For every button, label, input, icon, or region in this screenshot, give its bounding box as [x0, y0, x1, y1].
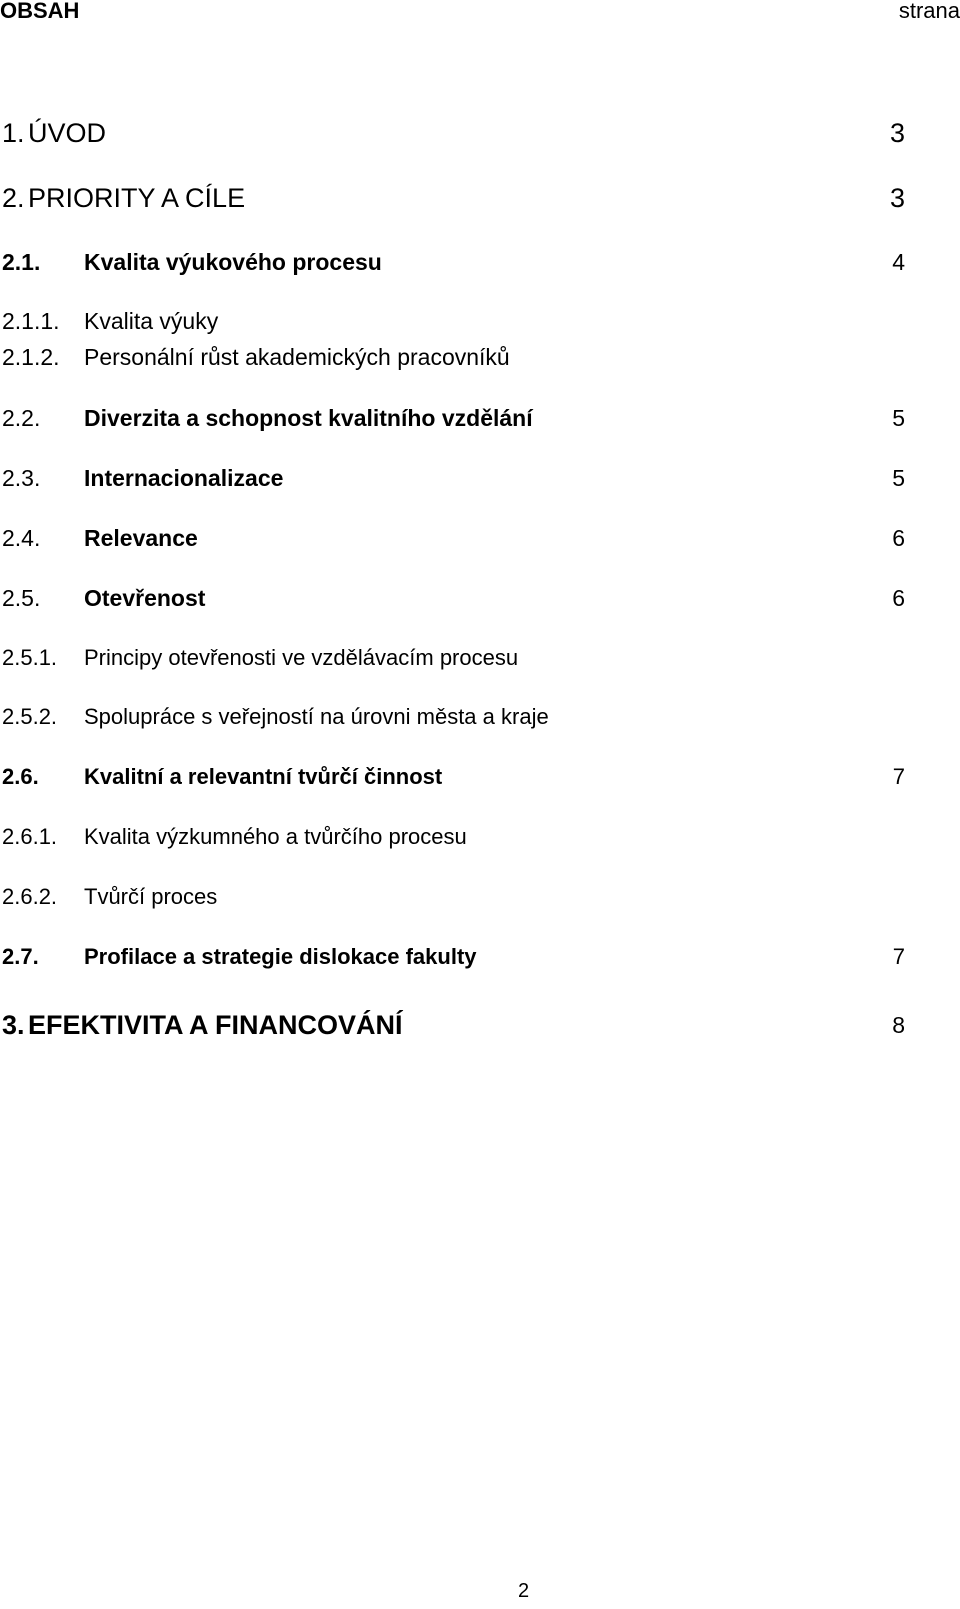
- page-header: [0, 0, 960, 26]
- toc-entry-2-5-2[interactable]: [0, 703, 905, 735]
- page-number: 2: [517, 1580, 530, 1602]
- page-column-label: strana: [898, 0, 960, 23]
- toc-title: EFEKTIVITA A FINANCOVÁNÍ: [28, 1010, 403, 1040]
- toc-page-number: 5: [892, 465, 905, 491]
- toc-entry-2-6-1[interactable]: [0, 823, 905, 855]
- toc-page-number: 8: [892, 1012, 905, 1038]
- toc-page-number: 5: [892, 405, 905, 431]
- toc-entry-2-5[interactable]: [0, 584, 905, 616]
- toc-page-number: 6: [892, 525, 905, 551]
- toc-title: Kvalitní a relevantní tvůrčí činnost: [84, 764, 443, 789]
- toc-number: 2.6.1.: [2, 824, 58, 849]
- toc-entry-2[interactable]: [0, 183, 905, 215]
- toc-page-number: 7: [892, 764, 905, 789]
- toc-page-number: 7: [892, 944, 905, 969]
- toc-title: Spolupráce s veřejností na úrovni města a kraje: [84, 704, 549, 729]
- toc-number: 2.5.: [2, 585, 41, 611]
- toc-page-number: 6: [892, 585, 905, 611]
- toc-title: Kvalita výukového procesu: [84, 249, 382, 275]
- toc-heading: OBSAH: [0, 0, 80, 23]
- toc-title: PRIORITY A CÍLE: [28, 183, 246, 213]
- toc-title: Kvalita výzkumného a tvůrčího procesu: [84, 824, 467, 849]
- toc-entry-2-4[interactable]: [0, 524, 905, 556]
- toc-entry-2-1-1[interactable]: [0, 307, 905, 339]
- toc-entry-2-3[interactable]: [0, 464, 905, 496]
- toc-number: 2.1.2.: [2, 344, 60, 370]
- toc-title: Profilace a strategie dislokace fakulty: [84, 944, 477, 969]
- toc-number: 2.1.: [2, 249, 41, 275]
- toc-number: 2.3.: [2, 465, 41, 491]
- toc-number: 2.2.: [2, 405, 41, 431]
- toc-number: 2.4.: [2, 525, 41, 551]
- toc-page-number: 3: [889, 118, 905, 148]
- toc-number: 2.6.: [2, 764, 39, 789]
- toc-entry-1[interactable]: [0, 118, 905, 150]
- toc-number: 2.5.2.: [2, 704, 58, 729]
- toc-entry-2-6[interactable]: [0, 763, 905, 795]
- toc-number: 2.7.: [2, 944, 39, 969]
- toc-entry-2-5-1[interactable]: [0, 644, 905, 676]
- toc-entry-3[interactable]: [0, 1010, 905, 1042]
- toc-entry-2-7[interactable]: [0, 943, 905, 975]
- toc-title: Relevance: [84, 525, 198, 551]
- toc-number: 2.: [2, 183, 25, 213]
- toc-number: 2.5.1.: [2, 645, 58, 670]
- toc-title: ÚVOD: [28, 118, 107, 148]
- toc-title: Kvalita výuky: [84, 308, 219, 334]
- toc-number: 2.1.1.: [2, 308, 60, 334]
- toc-title: Principy otevřenosti ve vzdělávacím procesu: [84, 645, 519, 670]
- toc-entry-2-1[interactable]: [0, 248, 905, 280]
- toc-entry-2-2[interactable]: [0, 404, 905, 436]
- toc-title: Personální růst akademických pracovníků: [84, 344, 510, 370]
- toc-number: 2.6.2.: [2, 884, 58, 909]
- toc-title: Otevřenost: [84, 585, 206, 611]
- toc-page-number: 4: [892, 249, 905, 275]
- toc-number: 3.: [2, 1010, 25, 1040]
- toc-number: 1.: [2, 118, 25, 148]
- toc-page-number: 3: [889, 183, 905, 213]
- toc-entry-2-1-2[interactable]: [0, 343, 905, 375]
- toc-entry-2-6-2[interactable]: [0, 883, 905, 915]
- toc-title: Internacionalizace: [84, 465, 284, 491]
- toc-title: Tvůrčí proces: [84, 884, 218, 909]
- toc-title: Diverzita a schopnost kvalitního vzdělání: [84, 405, 533, 431]
